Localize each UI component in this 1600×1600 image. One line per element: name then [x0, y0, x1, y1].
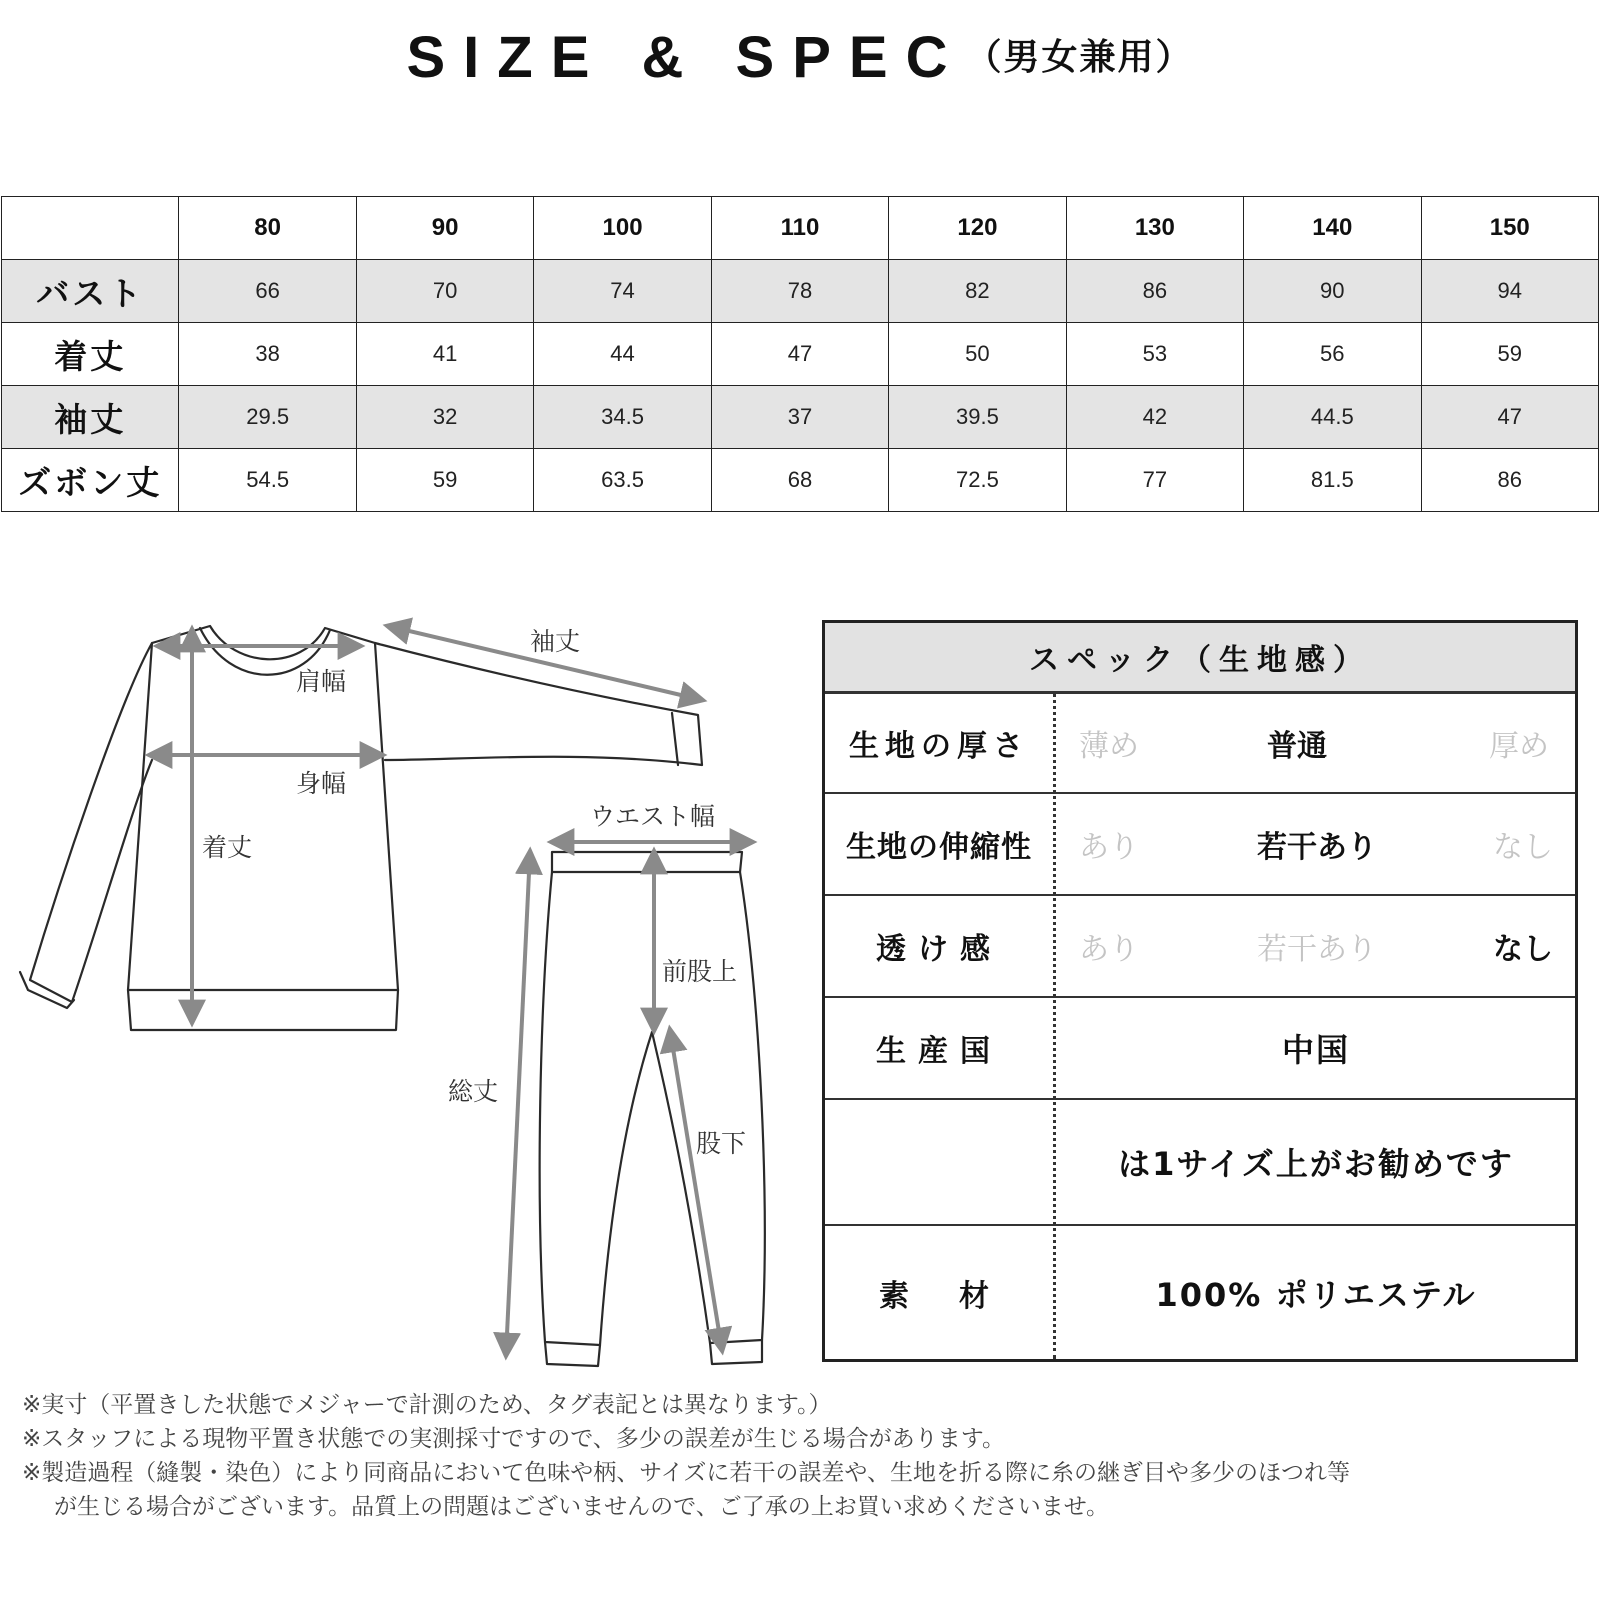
table-cell: 77 — [1066, 449, 1243, 512]
spec-option: 若干あり — [1257, 932, 1377, 967]
spec-row-origin — [825, 998, 1575, 1100]
total-arrow — [506, 852, 530, 1355]
row-label: 袖丈 — [2, 386, 179, 449]
table-cell: 44 — [534, 323, 711, 386]
sweater-hem — [128, 990, 398, 1030]
table-row — [2, 386, 1599, 449]
table-cell: 72.5 — [889, 449, 1066, 512]
table-cell: 86 — [1066, 260, 1243, 323]
table-cell: 90 — [1244, 260, 1421, 323]
table-cell: 70 — [356, 260, 533, 323]
table-cell: 34.5 — [534, 386, 711, 449]
size-header: 100 — [534, 197, 711, 260]
waist-label: ウエスト幅 — [590, 802, 716, 831]
spec-option-selected: なし — [1493, 932, 1553, 967]
spec-label: 透け感 — [876, 932, 1002, 967]
table-row — [2, 260, 1599, 323]
table-cell: 53 — [1066, 323, 1243, 386]
note-line: が生じる場合がございます。品質上の問題はございませんので、ご了承の上お買い求めくださいませ。 — [54, 1494, 1110, 1520]
spec-option-selected: 若干あり — [1257, 830, 1377, 865]
size-header: 120 — [889, 197, 1066, 260]
table-cell: 59 — [356, 449, 533, 512]
table-cell: 44.5 — [1244, 386, 1421, 449]
table-cell: 50 — [889, 323, 1066, 386]
size-header-row — [2, 197, 1599, 260]
table-cell: 86 — [1421, 449, 1599, 512]
page-title — [0, 24, 1600, 91]
table-cell: 82 — [889, 260, 1066, 323]
spec-row-sheer — [825, 896, 1575, 998]
table-cell: 42 — [1066, 386, 1243, 449]
spec-label: 素 材 — [879, 1278, 999, 1314]
total-label: 総丈 — [448, 1077, 499, 1106]
table-cell: 78 — [711, 260, 888, 323]
garment-diagram — [0, 600, 800, 1380]
table-cell: 54.5 — [179, 449, 356, 512]
inseam-arrow — [670, 1030, 722, 1350]
table-cell: 47 — [1421, 386, 1599, 449]
table-cell: 29.5 — [179, 386, 356, 449]
size-header: 140 — [1244, 197, 1421, 260]
size-table — [1, 196, 1599, 512]
row-label: バスト — [2, 260, 179, 323]
note-line: ※スタッフによる現物平置き状態での実測採寸ですので、多少の誤差が生じる場合があります。 — [22, 1426, 1005, 1452]
table-cell: 37 — [711, 386, 888, 449]
rise-label: 前股上 — [662, 957, 738, 986]
table-cell: 74 — [534, 260, 711, 323]
notes — [22, 1388, 1592, 1524]
table-cell: 41 — [356, 323, 533, 386]
size-header: 130 — [1066, 197, 1243, 260]
inseam-label: 股下 — [696, 1129, 747, 1158]
spec-option: あり — [1079, 932, 1139, 967]
pants-waistband — [552, 852, 742, 872]
spec-label: 生地の厚さ — [849, 729, 1029, 764]
spec-label: 生産国 — [876, 1034, 1002, 1069]
table-cell: 39.5 — [889, 386, 1066, 449]
spec-header: スペック（生地感） — [825, 623, 1575, 694]
sweater-outline — [128, 626, 398, 990]
size-header: 80 — [179, 197, 356, 260]
spec-row-stretch — [825, 794, 1575, 896]
note-line: ※製造過程（縫製・染色）により同商品において色味や柄、サイズに若干の誤差や、生地を折る際に糸の継ぎ目や多少のほつれ等 — [22, 1460, 1350, 1486]
spec-option-selected: 普通 — [1267, 729, 1327, 764]
table-row — [2, 449, 1599, 512]
spec-row-thickness — [825, 694, 1575, 794]
sleeve-label: 袖丈 — [530, 627, 581, 656]
corner-cell — [2, 197, 179, 260]
note-line: ※実寸（平置きした状態でメジャーで計測のため、タグ表記とは異なります。） — [22, 1392, 832, 1418]
table-cell: 81.5 — [1244, 449, 1421, 512]
table-cell: 59 — [1421, 323, 1599, 386]
spec-label: 生地の伸縮性 — [846, 830, 1032, 865]
spec-value: 100% ポリエステル — [1155, 1275, 1477, 1314]
spec-value: は1サイズ上がお勧めです — [1118, 1145, 1514, 1183]
row-label: 着丈 — [2, 323, 179, 386]
title-main: SIZE & SPEC — [406, 25, 966, 90]
title-sub: （男女兼用） — [965, 37, 1194, 78]
size-header: 150 — [1421, 197, 1599, 260]
spec-option: あり — [1079, 830, 1139, 865]
table-cell: 47 — [711, 323, 888, 386]
size-header: 110 — [711, 197, 888, 260]
table-row — [2, 323, 1599, 386]
table-cell: 32 — [356, 386, 533, 449]
spec-row-material — [825, 1226, 1575, 1359]
table-cell: 66 — [179, 260, 356, 323]
body-width-label: 身幅 — [296, 769, 347, 798]
table-cell: 38 — [179, 323, 356, 386]
sweater-left-sleeve — [30, 643, 152, 1002]
spec-value: 中国 — [1281, 1031, 1350, 1069]
spec-option: 厚め — [1489, 729, 1549, 764]
shoulder-label: 肩幅 — [296, 667, 347, 696]
spec-table — [822, 620, 1578, 1362]
table-cell: 63.5 — [534, 449, 711, 512]
spec-option: なし — [1493, 830, 1553, 865]
sweater-right-cuff — [672, 713, 678, 765]
length-label: 着丈 — [202, 833, 253, 862]
spec-option: 薄め — [1079, 729, 1139, 764]
table-cell: 94 — [1421, 260, 1599, 323]
row-label: ズボン丈 — [2, 449, 179, 512]
table-cell: 56 — [1244, 323, 1421, 386]
table-cell: 68 — [711, 449, 888, 512]
spec-row-advice — [825, 1100, 1575, 1226]
size-header: 90 — [356, 197, 533, 260]
